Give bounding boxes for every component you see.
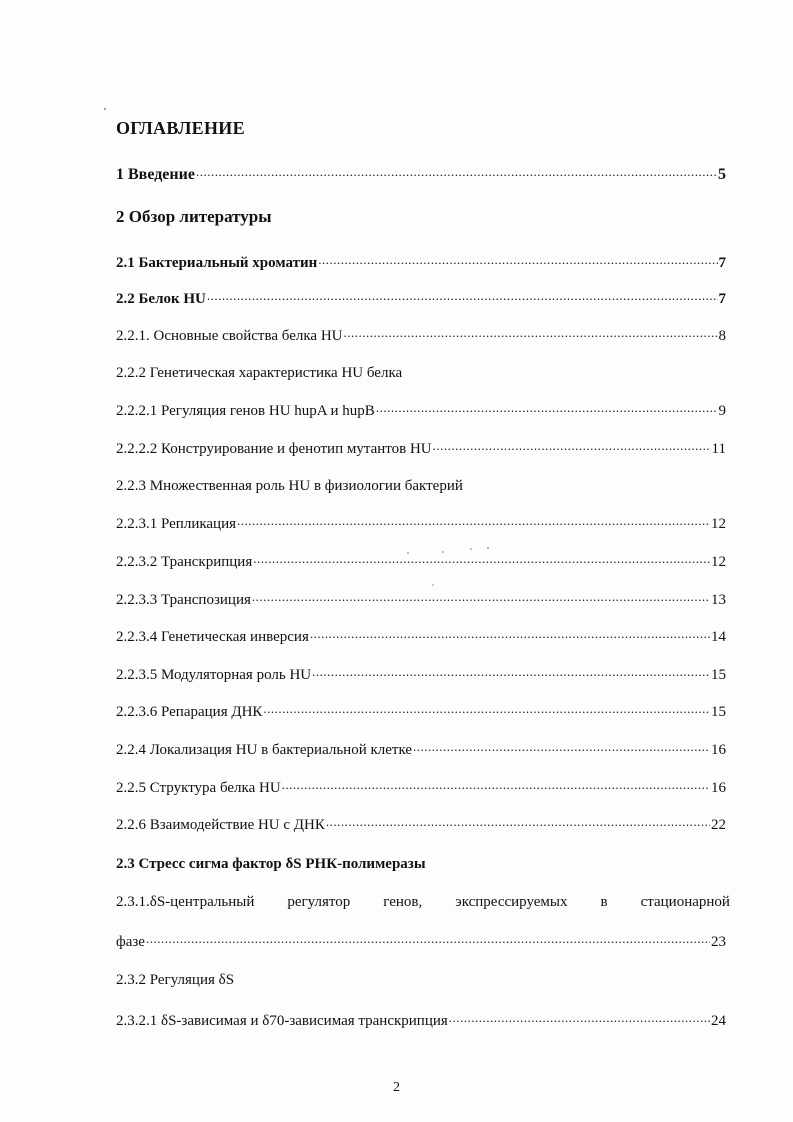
toc-entry-page: 5	[718, 166, 726, 183]
toc-entry-page: 13	[711, 592, 726, 608]
toc-entry-label: 2.2.5 Структура белка HU	[116, 780, 281, 796]
toc-entry-label: 2.2.2.2 Конструирование и фенотип мутантов HU	[116, 441, 432, 457]
justified-word: стационарной	[640, 894, 730, 910]
toc-entry	[116, 477, 726, 495]
toc-entry-label: 2.2.3.1 Репликация	[116, 516, 237, 532]
toc-entry-page: 15	[711, 704, 726, 720]
toc-entry-label: 2.2.2 Генетическая характеристика HU белка	[116, 365, 403, 381]
toc-entry-label: 2.2.3.2 Транскрипция	[116, 554, 253, 570]
dot-leader	[282, 778, 710, 792]
toc-entry-label: 2 Обзор литературы	[116, 207, 272, 226]
toc-entry-page: 12	[711, 516, 726, 532]
dot-leader	[318, 253, 717, 267]
toc-entry-page: 23	[711, 934, 726, 950]
toc-entry-page: 12	[711, 554, 726, 570]
toc-entry-justified-line	[116, 894, 730, 911]
toc-entry-label: 2.3.2.1 δS-зависимая и δ70-зависимая транскрипция	[116, 1013, 448, 1029]
dot-leader	[146, 932, 710, 946]
toc-entry-page: 15	[711, 667, 726, 683]
toc-entry-page: 24	[711, 1013, 726, 1029]
dot-leader	[449, 1011, 710, 1025]
toc-entry-label: 2.2.2.1 Регуляция генов HU hupA и hupB	[116, 403, 375, 419]
scan-speck	[442, 551, 444, 553]
toc-entry	[116, 439, 726, 458]
toc-entry-label: 2.2.3.5 Модуляторная роль HU	[116, 667, 312, 683]
toc-entry	[116, 1011, 726, 1030]
dot-leader	[252, 590, 710, 604]
toc-entry-label: 2.2.1. Основные свойства белка HU	[116, 328, 343, 344]
justified-word: 2.3.1.δS-центральный	[116, 894, 255, 910]
dot-leader	[326, 815, 710, 829]
toc-entry-label: 2.2.6 Взаимодействие HU с ДНК	[116, 817, 325, 833]
toc-entry-label: 2.2.3.4 Генетическая инверсия	[116, 629, 309, 645]
toc-entry-page: 9	[718, 403, 726, 419]
dot-leader	[310, 627, 710, 641]
toc-entry-label: 2.3.2 Регуляция δS	[116, 972, 235, 988]
toc-section-heading	[116, 208, 726, 226]
dot-leader	[263, 702, 710, 716]
toc-heading: ОГЛАВЛЕНИЕ	[116, 118, 245, 138]
dot-leader	[376, 401, 718, 415]
toc-entry	[116, 165, 726, 184]
toc-entry	[116, 552, 726, 571]
toc-entry	[116, 514, 726, 533]
toc-entry-page: 14	[711, 629, 726, 645]
toc-entry	[116, 364, 726, 382]
toc-entry	[116, 665, 726, 684]
toc-entry	[116, 627, 726, 646]
toc-entry	[116, 289, 726, 308]
toc-entry-label: 2.2.3.6 Репарация ДНК	[116, 704, 263, 720]
dot-leader	[344, 326, 718, 340]
toc-entry	[116, 590, 726, 609]
toc-entry	[116, 740, 726, 759]
toc-entry-label: 1 Введение	[116, 166, 195, 183]
toc-entry-label: фазе	[116, 934, 145, 950]
dot-leader	[207, 289, 718, 303]
toc-entry-page: 11	[711, 441, 726, 457]
dot-leader	[312, 665, 710, 679]
justified-word: в	[600, 894, 608, 910]
toc-entry	[116, 326, 726, 345]
dot-leader	[433, 439, 711, 453]
toc-entry-page: 16	[711, 780, 726, 796]
toc-entry	[116, 253, 726, 272]
toc-entry-label: 2.2.4 Локализация HU в бактериальной клетке	[116, 742, 413, 758]
toc-entry	[116, 971, 726, 989]
justified-word: генов,	[383, 894, 423, 910]
dot-leader	[253, 552, 710, 566]
scan-speck	[470, 548, 472, 550]
toc-entry	[116, 855, 726, 873]
scan-speck	[432, 584, 434, 586]
dot-leader	[413, 740, 710, 754]
page-number: 2	[393, 1080, 400, 1095]
toc-entry	[116, 401, 726, 420]
toc-entry-page: 22	[711, 817, 726, 833]
toc-entry-page: 7	[718, 291, 726, 307]
toc-entry-label: 2.2 Белок HU	[116, 291, 206, 307]
toc-entry-label: 2.1 Бактериальный хроматин	[116, 255, 318, 271]
scan-speck	[407, 552, 409, 554]
justified-word: регулятор	[287, 894, 351, 910]
toc-entry-label: 2.2.3.3 Транспозиция	[116, 592, 251, 608]
scan-speck	[104, 108, 106, 110]
toc-entry	[116, 778, 726, 797]
dot-leader	[237, 514, 710, 528]
toc-entry	[116, 815, 726, 834]
dot-leader	[196, 165, 717, 179]
toc-entry-label: 2.2.3 Множественная роль HU в физиологии бактерий	[116, 478, 463, 494]
scan-speck	[487, 547, 489, 549]
toc-entry-page: 7	[718, 255, 726, 271]
justified-word: экспрессируемых	[455, 894, 568, 910]
toc-entry-page: 16	[711, 742, 726, 758]
toc-entry	[116, 702, 726, 721]
toc-entry	[116, 932, 726, 951]
toc-entry-label: 2.3 Стресс сигма фактор δS РНК-полимеразы	[116, 856, 426, 872]
toc-entry-page: 8	[718, 328, 726, 344]
